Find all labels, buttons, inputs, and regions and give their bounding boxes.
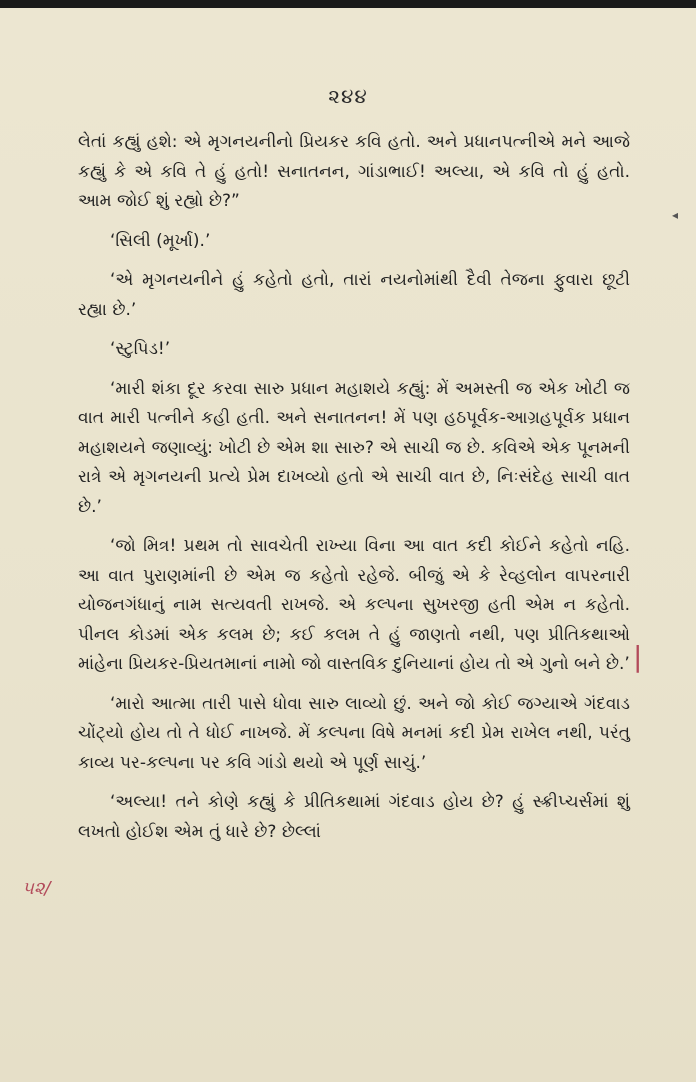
- paragraph-7: ‘મારો આત્મા તારી પાસે ધોવા સારુ લાવ્યો છું. અને જો કોઈ જગ્યાએ ગંદવાડ ચોંટ્યો હોય તો તે ધોઈ નાખજે. મેં કલ્પના વિષે મનમાં કદી પ્રેમ રાખેલ નથી, પરંતુ કાવ્ય પર-કલ્પના પર કવિ ગાંડો થયો એ પૂર્ણ સાચું.’: [78, 693, 630, 773]
- margin-handwritten-note: ૫૨/: [22, 878, 51, 899]
- top-edge-bar: [0, 0, 696, 8]
- paragraph-3: ‘એ મૃગનયનીને હું કહેતો હતો, તારાં નયનોમાંથી દૈવી તેજના ફુવારા છૂટી રહ્યા છે.’: [78, 270, 630, 320]
- paragraph-2: ‘સિલી (મૂર્ખા).’: [110, 230, 211, 251]
- paragraph-1: લેતાં કહ્યું હશે: એ મૃગનયનીનો પ્રિયકર કવિ હતો. અને પ્રધાનપત્નીએ મને આજે કહ્યું કે એ કવિ તે હું હતો! સનાતનન, ગાંડાભાઈ! અલ્યા, એ કવિ તો હું હતો. આમ જોઈ શું રહ્યો છે?”: [78, 132, 630, 211]
- margin-arrow-mark: ◂: [672, 208, 679, 222]
- paragraph-6: ‘જો મિત્ર! પ્રથમ તો સાવચેતી રાખ્યા વિના આ વાત કદી કોઈને કહેતો નહિ. આ વાત પુરાણમાંની છે એમ જ કહેતો રહેજે. બીજું એ કે રેવ્હલોન વાપરનારી યોજનગંધાનું નામ સત્યવતી રાખજે. એ કલ્પના સુખરજી હતી એમ ન કહેતો. પીનલ કોડમાં એક કલમ છે; કઈ કલમ તે હું જાણતો નથી, પણ પ્રીતિકથાઓ માંહેના પ્રિયકર-પ્રિયતમાનાં નામો જો વાસ્તવિક દુનિયાનાં હોય તો એ ગુનો બને છે.’: [78, 536, 630, 674]
- page-body: [78, 128, 630, 857]
- paragraph-4: ‘સ્ટુપિડ!’: [110, 339, 171, 359]
- margin-correction-bar: |: [633, 640, 643, 673]
- paragraph-8: ‘અલ્યા! તને કોણે કહ્યું કે પ્રીતિકથામાં ગંદવાડ હોય છે? હું સ્ક્રીપ્ચર્સમાં શું લખતો હોઈશ એમ તું ધારે છે? છેલ્લાં: [78, 792, 630, 842]
- paragraph-5: ‘મારી શંકા દૂર કરવા સારુ પ્રધાન મહાશયે કહ્યું: મેં અમસ્તી જ એક ખોટી જ વાત મારી પત્નીને કહી હતી. અને સનાતનન! મેં પણ હઠપૂર્વક-આગ્રહપૂર્વક પ્રધાન મહાશયને જણાવ્યું: ખોટી છે એમ શા સારુ? એ સાચી જ છે. કવિએ એક પૂનમની રાત્રે એ મૃગનયની પ્રત્યે પ્રેમ દાખવ્યો હતો એ સાચી વાત છે, નિઃસંદેહ સાચી વાત છે.’: [78, 378, 630, 517]
- page-number: ૨૪૪: [328, 84, 368, 108]
